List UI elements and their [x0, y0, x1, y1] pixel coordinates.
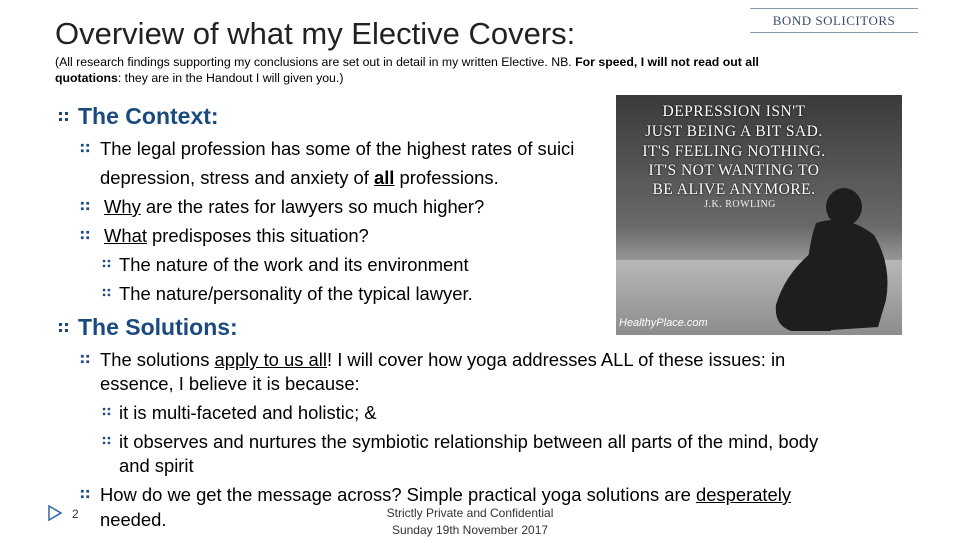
bullet-icon — [80, 230, 88, 238]
bullet-icon — [80, 143, 88, 151]
quote-line-4: IT'S NOT WANTING TO — [648, 162, 820, 179]
slide-title: Overview of what my Elective Covers: — [55, 16, 576, 51]
bullet-icon — [80, 201, 88, 209]
context-b2-rest: are the rates for lawyers so much higher? — [140, 196, 485, 217]
solutions-heading: The Solutions: — [78, 314, 238, 340]
context-heading: The Context: — [78, 103, 219, 129]
subtitle-plain: (All research findings supporting my conclusions are set out in detail in my written Elective. NB. — [55, 55, 576, 69]
context-b1-text: depression, stress and anxiety of — [100, 167, 374, 188]
solutions-sub-2-line-2: and spirit — [119, 455, 194, 476]
logo-text: BOND SOLICITORS — [772, 13, 896, 28]
solutions-b1-end: ! I will cover how yoga addresses ALL of these issues: in — [326, 349, 786, 370]
context-b3-rest: predisposes this situation? — [146, 225, 369, 246]
solutions-sub-2-line-1: it observes and nurtures the symbiotic relationship between all parts of the mind, body — [119, 431, 819, 452]
subtitle-note — [55, 54, 875, 86]
context-b2-why: Why — [104, 196, 141, 217]
bullet-icon — [80, 489, 88, 497]
depression-quote-image — [616, 95, 902, 335]
context-bullet-1-line-2 — [100, 167, 499, 189]
quote-line-2: JUST BEING A BIT SAD. — [645, 123, 823, 140]
footer-date: Sunday 19th November 2017 — [391, 523, 549, 537]
solutions-b2-desperately: desperately — [695, 484, 792, 505]
image-credit: HealthyPlace.com — [619, 317, 708, 329]
context-b1-end: professions. — [394, 167, 499, 188]
bond-solicitors-logo — [750, 8, 918, 36]
quote-line-1: DEPRESSION ISN'T — [662, 103, 806, 120]
sub-bullet-icon — [102, 436, 110, 444]
context-bullet-3 — [104, 225, 369, 247]
quote-line-3: IT'S FEELING NOTHING. — [642, 143, 826, 160]
sub-bullet-icon — [102, 259, 110, 267]
footer-confidential: Strictly Private and Confidential — [386, 506, 554, 520]
subtitle-bold-speed: For speed, I will not read out all — [575, 55, 759, 69]
sub-bullet-icon — [102, 288, 110, 296]
solutions-bullet-icon — [58, 322, 66, 330]
solutions-b1-start: The solutions — [100, 349, 215, 370]
context-bullet-1-line-1: The legal profession has some of the highest rates of suici — [100, 138, 575, 159]
sub-bullet-icon — [102, 407, 110, 415]
subtitle-bold-quotations: quotations — [55, 71, 118, 85]
context-sub-1: The nature of the work and its environment — [119, 254, 469, 275]
bullet-icon — [80, 354, 88, 362]
solutions-bullet-1-line-1 — [100, 349, 785, 371]
context-sub-2: The nature/personality of the typical lawyer. — [119, 283, 473, 304]
solutions-bullet-1-line-2: essence, I believe it is because: — [100, 373, 360, 394]
quote-author: J.K. ROWLING — [704, 199, 776, 210]
context-b1-emphasis-all: all — [373, 167, 395, 188]
solutions-bullet-2-line-2: needed. — [100, 509, 167, 530]
solutions-bullet-2-line-1 — [100, 484, 791, 506]
subtitle-end: : they are in the Handout I will given you.) — [117, 71, 344, 85]
context-bullet-icon — [58, 111, 66, 119]
solutions-b1-emphasis: apply to us all — [214, 349, 327, 370]
context-bullet-2 — [104, 196, 484, 218]
context-b3-what: What — [104, 225, 147, 246]
slide-marker-icon — [48, 505, 62, 526]
solutions-sub-1: it is multi-faceted and holistic; & — [119, 402, 377, 423]
solutions-b2-start: How do we get the message across? Simple practical yoga solutions are — [100, 484, 696, 505]
slide-number: 2 — [72, 507, 79, 521]
quote-line-5: BE ALIVE ANYMORE. — [652, 181, 816, 198]
